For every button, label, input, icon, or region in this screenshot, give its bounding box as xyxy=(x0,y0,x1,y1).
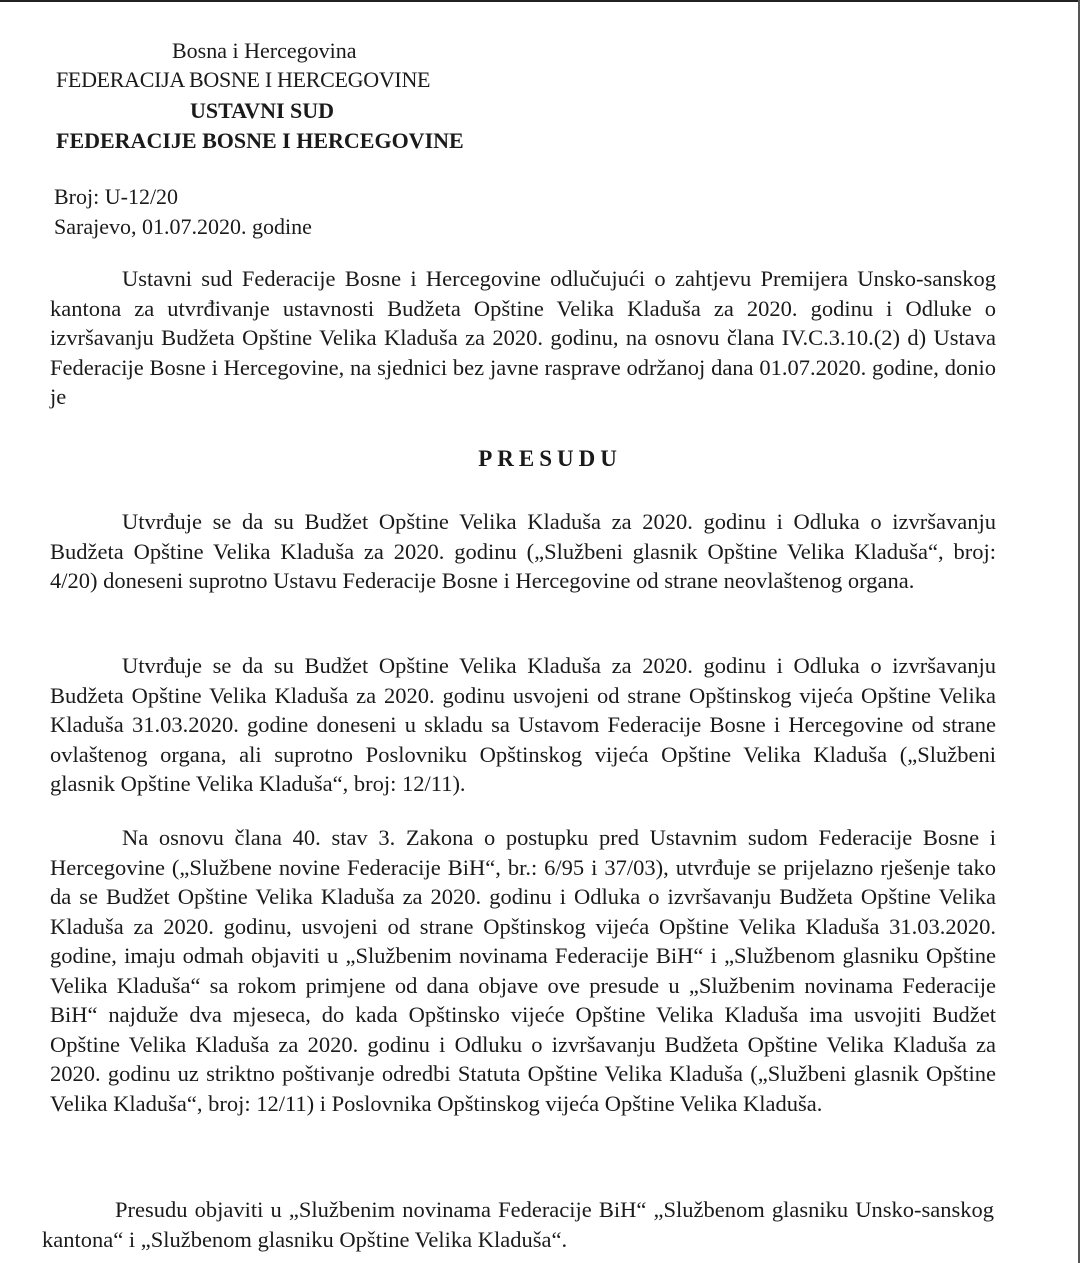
top-border-line xyxy=(0,0,1080,2)
document-meta xyxy=(54,182,312,242)
intro-paragraph: Ustavni sud Federacije Bosne i Hercegovine odlučujući o zahtjevu Premijera Unsko-sanskog kantona za utvrđivanje ustavnosti Budžeta Opštine Velika Kladuša za 2020. godinu i Odluke o izvršavanju Budžeta Opštine Velika Kladuša za 2020. godinu, na osnovu člana IV.C.3.10.(2) d) Ustava Federacije Bosne i Hercegovine, na sjednici bez javne rasprave održanoj dana 01.07.2020. godine, donio je xyxy=(50,266,996,409)
place-and-date: Sarajevo, 01.07.2020. godine xyxy=(54,214,312,239)
ruling-paragraph-3: Na osnovu člana 40. stav 3. Zakona o postupku pred Ustavnim sudom Federacije Bosne i Hercegovine („Službene novine Federacije BiH“, br.: 6/95 i 37/03), utvrđuje se prijelazno rješenje tako da se Budžet Opštine Velika Kladuša za 2020. godinu i Odluka o izvršavanju Budžeta Opštine Velika Kladuša za 2020. godinu, usvojeni od strane Opštinskog vijeća Opštine Velika Kladuša 31.03.2020. godine, imaju odmah objaviti u „Službenim novinama Federacije BiH“ i „Službenom glasniku Opštine Velika Kladuša“ sa rokom primjene od dana objave ove presude u „Službenim novinama Federacije BiH“ najduže dva mjeseca, do kada Opštinsko vijeće Opštine Velika Kladuša ima usvojiti Budžet Opštine Velika Kladuša za 2020. godinu i Odluku o izvršavanju Budžeta Opštine Velika Kladuša za 2020. godinu uz striktno poštivanje odredbi Statuta Opštine Velika Kladuša („Službeni glasnik Opštine Velika Kladuša“, broj: 12/11) i Poslovnika Opštinskog vijeća Opštine Velika Kladuša. xyxy=(50,825,996,1116)
header-country: Bosna i Hercegovina xyxy=(172,38,357,63)
ruling-paragraph-4: Presudu objaviti u „Službenim novinama Federacije BiH“ „Službenom glasniku Unsko-sanskog kantona“ i „Službenom glasniku Opštine Velika Kladuša“. xyxy=(42,1197,994,1252)
header-federation: FEDERACIJA BOSNE I HERCEGOVINE xyxy=(56,67,431,92)
ruling-paragraph-2: Utvrđuje se da su Budžet Opštine Velika Kladuša za 2020. godinu i Odluka o izvršavanju Budžeta Opštine Velika Kladuša za 2020. godinu usvojeni od strane Opštinskog vijeća Opštine Velika Kladuša 31.03.2020. godine doneseni u skladu sa Ustavom Federacije Bosne i Hercegovine od strane ovlaštenog organa, ali suprotno Poslovniku Opštinskog vijeća Opštine Velika Kladuša („Službeni glasnik Opštine Velika Kladuša“, broj: 12/11). xyxy=(50,653,996,796)
header-court-name: USTAVNI SUD xyxy=(190,98,335,123)
header-court-federation: FEDERACIJE BOSNE I HERCEGOVINE xyxy=(56,128,464,153)
case-number: Broj: U-12/20 xyxy=(54,184,179,209)
document-title: PRESUDU xyxy=(478,446,622,471)
ruling-paragraph-1: Utvrđuje se da su Budžet Opštine Velika Kladuša za 2020. godinu i Odluka o izvršavanju Budžeta Opštine Velika Kladuša za 2020. godinu („Službeni glasnik Opštine Velika Kladuša“, broj: 4/20) doneseni suprotno Ustavu Federacije Bosne i Hercegovine od strane neovlaštenog organa. xyxy=(50,509,996,593)
